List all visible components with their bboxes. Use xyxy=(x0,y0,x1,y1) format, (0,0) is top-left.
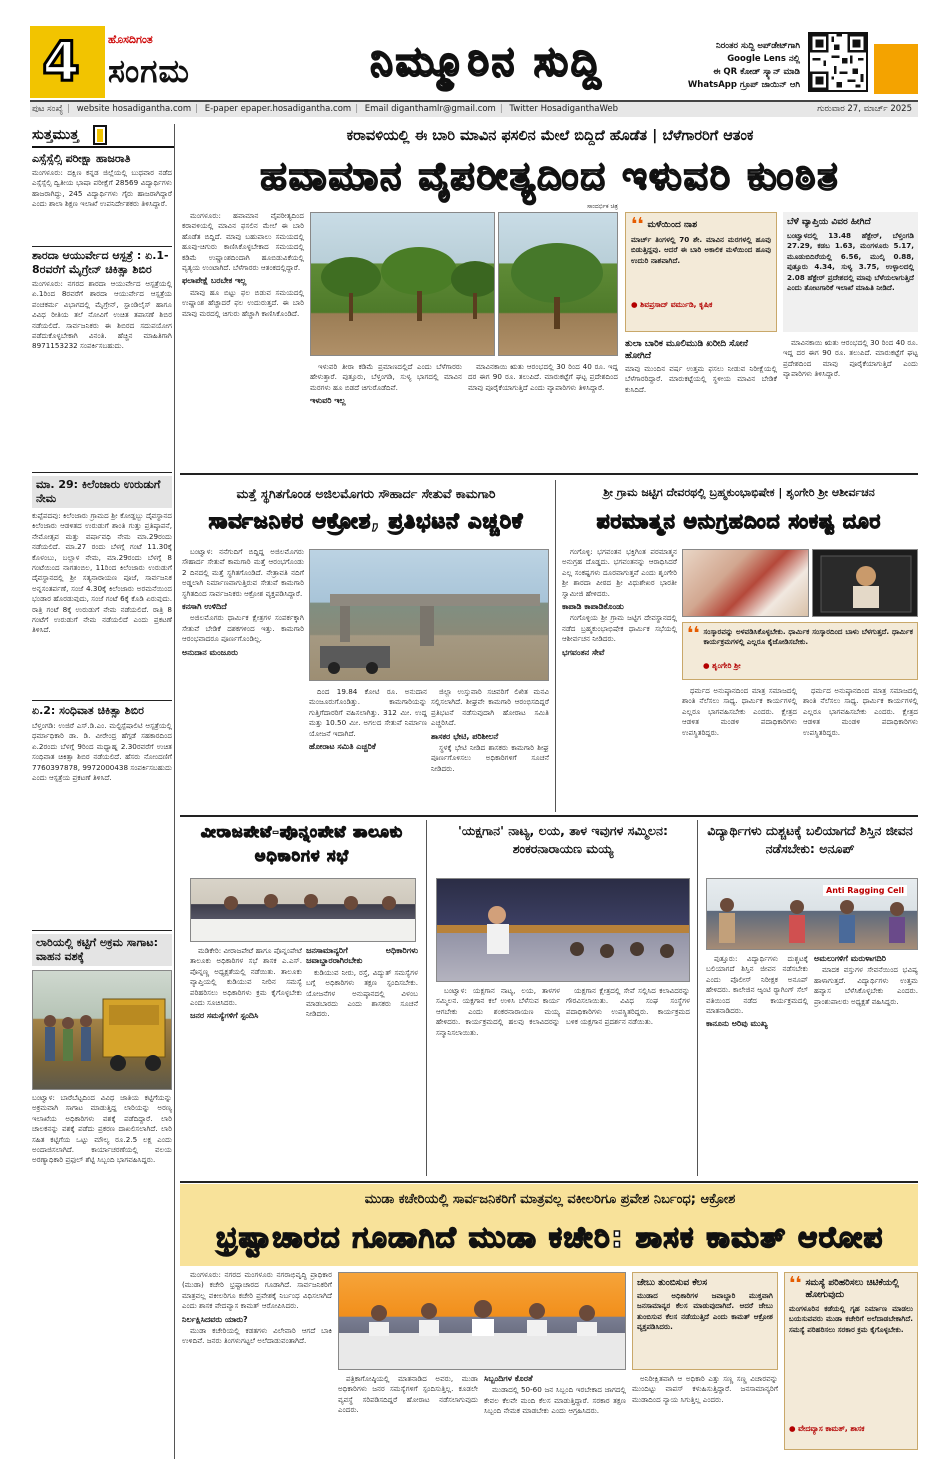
yield-box-text: ಬಂಟ್ವಾಳದಲ್ಲಿ 13.48 ಹೆಕ್ಟೇರ್, ಬೆಳ್ತಂಗಡಿ 27.29, ಕಡಬ 1.63, ಮಂಗಳೂರು 5.17, ಮೂಡುಬಿದಿರೆಯಲ್ಲಿ 6.56, ಮುಲ್ಕಿ 0.88, ಪುತ್ತೂರು 4.34, ಸುಳ್ಯ 3.75, ಉಳ್ಳಾಲದಲ್ಲಿ 2.08 ಹೆಕ್ಟೇರ್ ಪ್ರದೇಶದಲ್ಲಿ ಮಾವು ಬೆಳೆಯಲಾಗುತ್ತಿದೆ ಎಂದು ತೋಟಗಾರಿಕೆ ಇಲಾಖೆ ಮಾಹಿತಿ ನೀಡಿದೆ. xyxy=(787,231,914,293)
divider xyxy=(32,700,172,701)
quote-icon: ❛❛ xyxy=(631,214,644,235)
story-headline: ಮಾ. 29: ಕಿಲೆಂಜಾರು ಉರುಡುಗೆ ನೇಮ xyxy=(32,476,172,508)
qr-line-2: Google Lens ನಲ್ಲಿ xyxy=(727,54,800,64)
taluk-col-1 xyxy=(190,946,302,1176)
orchard-trees xyxy=(311,213,495,356)
yakshagana-col-1 xyxy=(436,986,560,1176)
press-meet-illustration xyxy=(339,1273,626,1370)
left-story-3 xyxy=(32,476,172,699)
muda-subhead-2: ಸಿಬ್ಬಂದಿಗಳ ಕೊರತೆ xyxy=(484,1374,533,1383)
column-rule xyxy=(697,820,698,1176)
issue-date: ಗುರುವಾರ 27, ಮಾರ್ಚ್ 2025 xyxy=(817,104,912,114)
qr-line-3: ಈ QR ಕೋಡ್ ಸ್ಕ್ಯಾನ್ ಮಾಡಿ xyxy=(713,67,800,77)
muda-headline: ಭ್ರಷ್ಟಾಚಾರದ ಗೂಡಾಗಿದೆ ಮುಡಾ ಕಚೇರಿ: ಶಾಸಕ ಕಾಮತ್ ಆರೋಪ xyxy=(216,1220,884,1254)
yakshagana-col-1-text: ಬಂಟ್ವಾಳ: ಯಕ್ಷಗಾನ ನಾಟ್ಯ, ಲಯ, ತಾಳಗಳ ಸಮ್ಮಿಲನ. ಯಕ್ಷಗಾನ ಕಲೆ ಉಳಿಸಿ ಬೆಳೆಸುವ ಕಾರ್ಯ ಆಗಬೇಕು ಎಂದು ಶಂಕರನಾರಾಯಣ ಮಯ್ಯ ಹೇಳಿದರು. ಕಾರ್ಯಕ್ರಮದಲ್ಲಿ ಹಲವು ಕಲಾವಿದರನ್ನು ಸನ್ಮಾನಿಸಲಾಯಿತು. xyxy=(436,986,560,1037)
bridge-illustration xyxy=(310,550,549,681)
yakshagana-col-2 xyxy=(566,986,690,1176)
website-link[interactable]: website hosadigantha.com xyxy=(76,104,192,114)
left-story-2 xyxy=(32,249,172,451)
sub-feature xyxy=(625,338,777,460)
bridge-col-3-text: ಜಿಲ್ಲಾ ಉಸ್ತುವಾರಿ ಸಚಿವರಿಗೆ ಲಿಖಿತ ಮನವಿ ಸಲ್ಲಿಸಲಾಗಿದೆ. ಶೀಘ್ರವೇ ಕಾಮಗಾರಿ ಆರಂಭಿಸದಿದ್ದರೆ ಪ್ರತಿಭಟನೆ ನಡೆಸುವುದಾಗಿ ಹೋರಾಟ ಸಮಿತಿ ಎಚ್ಚರಿಸಿದೆ. xyxy=(431,687,549,728)
muda-col-2 xyxy=(338,1374,478,1450)
anti-ragging-photo xyxy=(706,878,918,950)
muda-col-1-text: ಮಂಗಳೂರು: ನಗರದ ಮಂಗಳೂರು ನಗರಾಭಿವೃದ್ಧಿ ಪ್ರಾಧಿಕಾರ (ಮುಡಾ) ಕಚೇರಿ ಭ್ರಷ್ಟಾಚಾರದ ಗೂಡಾಗಿದೆ. ಸಾರ್ವಜನಿಕರಿಗೆ ಮಾತ್ರವಲ್ಲ ವಕೀಲರಿಗೂ ಕಚೇರಿ ಪ್ರವೇಶಕ್ಕೆ ನಿರ್ಬಂಧ ವಿಧಿಸಲಾಗಿದೆ ಎಂದು ಶಾಸಕ ವೇದವ್ಯಾಸ ಕಾಮತ್ ಆರೋಪಿಸಿದರು. xyxy=(182,1270,332,1311)
story-text: ಬಂಟ್ವಾಳ: ಬಾರೆಬೆಟ್ಟದಿಂದ ವಿವಿಧ ಜಾತಿಯ ಕಟ್ಟಿಗೆಯನ್ನು ಅಕ್ರಮವಾಗಿ ಸಾಗಾಟ ಮಾಡುತ್ತಿದ್ದ ಲಾರಿಯನ್ನು ಅರಣ್ಯ ಇಲಾಖೆಯ ಅಧಿಕಾರಿಗಳು ವಶಕ್ಕೆ ಪಡೆದಿದ್ದಾರೆ. ಲಾರಿ ಚಾಲಕನನ್ನು ವಶಕ್ಕೆ ಪಡೆದು ಪ್ರಕರಣ ದಾಖಲಿಸಲಾಗಿದೆ. ಲಾರಿ ಸಹಿತ ಕಟ್ಟಿಗೆಯ ಒಟ್ಟು ಮೌಲ್ಯ ರೂ.2.5 ಲಕ್ಷ ಎಂದು ಅಂದಾಜಿಸಲಾಗಿದೆ. ಕಾರ್ಯಾಚರಣೆಯಲ್ಲಿ ವಲಯ ಅರಣ್ಯಾಧಿಕಾರಿ ಪ್ರಫುಲ್ ಶೆಟ್ಟಿ ಸಿಬ್ಬಂದಿ ಭಾಗವಹಿಸಿದ್ದರು. xyxy=(32,1093,172,1165)
quote-icon: ❛❛ xyxy=(687,623,700,644)
temple-quote-credit: ● ಶೃಂಗೇರಿ ಶ್ರೀ xyxy=(703,661,741,670)
column-rule xyxy=(174,124,175,1459)
temple-col-2 xyxy=(682,686,797,812)
twitter-link[interactable]: Twitter HosadiganthaWeb xyxy=(509,104,619,114)
edition-label: ಪುಟ ಸಂಖ್ಯೆ xyxy=(32,104,64,114)
muda-quote-box xyxy=(784,1272,918,1450)
rain-box-title: ಮಳೆಯಿಂದ ನಾಶ xyxy=(647,220,698,230)
yakshagana-headline-box xyxy=(432,822,694,858)
muda-quote-credit-name: ವೇದವ್ಯಾಸ ಕಾಮತ್, ಶಾಸಕ xyxy=(798,1424,865,1433)
taluk-headline: ವೀರಾಜಪೇಟೆ-ಪೊನ್ನಂಪೇಟೆ ತಾಲೂಕು ಅಧಿಕಾರಿಗಳ ಸಭೆ xyxy=(200,822,404,865)
brand-title: ಸಂಗಮ xyxy=(108,52,190,90)
section-label: ಸುತ್ತಮುತ್ತ xyxy=(32,127,79,143)
temple-col-1b-text: ಗಂಗೊಳ್ಳಿಯ ಶ್ರೀ ಗ್ರಾಮ ಜಟ್ಟಿಗ ದೇವಸ್ಥಾನದಲ್ಲಿ ನಡೆದ ಬ್ರಹ್ಮಕುಂಭಾಭಿಷೇಕ ಧಾರ್ಮಿಕ ಸಭೆಯಲ್ಲಿ ಆಶೀರ್ವಚನ ನೀಡಿದರು. xyxy=(562,613,677,644)
divider xyxy=(180,473,918,475)
taluk-subhead-2: ಜನಸಾಮಾನ್ಯರಿಗೆ ಅಧಿಕಾರಿಗಳು ಜವಾಬ್ದಾರರಾಗಿರಬೇಕು xyxy=(306,946,418,966)
temple-photo-1 xyxy=(682,549,809,617)
muda-subhead-1: ನಿರ್ಲಕ್ಷಿಸಿದವರು ಯಾರು? xyxy=(182,1314,248,1324)
photo-credit: ಸಾಂದರ್ಭಿಕ ಚಿತ್ರ xyxy=(586,203,618,210)
bridge-kicker: ಮತ್ತೆ ಸ್ಥಗಿತಗೊಂಡ ಅಜಿಲಮೊಗರು ಸೌಹಾರ್ದ ಸೇತುವೆ ಕಾಮಗಾರಿ xyxy=(236,486,496,501)
column-rule xyxy=(426,820,427,1176)
bridge-headline: ಸಾರ್ವಜನಿಕರ ಆಕ್ರೋಶ, ಪ್ರತಿಭಟನೆ ಎಚ್ಚರಿಕೆ xyxy=(208,509,524,533)
muda-kicker: ಮುಡಾ ಕಚೇರಿಯಲ್ಲಿ ಸಾರ್ವಜನಿಕರಿಗೆ ಮಾತ್ರವಲ್ಲ ವಕೀಲರಿಗೂ ಪ್ರವೇಶ ನಿರ್ಬಂಧ; ಆಕ್ರೋಶ xyxy=(364,1192,736,1207)
lead-col-4 xyxy=(783,338,918,470)
story-text: ಮಂಗಳೂರು: ನಗರದ ಶಾರದಾ ಆಯುರ್ವೇದ ಆಸ್ಪತ್ರೆಯಲ್ಲಿ ಏ.1ರಿಂದ 8ರವರೆಗೆ ಶಾರದಾ ಆಯುರ್ವೇದ ಆಸ್ಪತ್ರೆಯ ಪಂಚಕರ್ಮ ವಿಭಾಗದಲ್ಲಿ ಮೈಗ್ರೇನ್, ಸ್ಪಾಂಡಿಲೈಸ್ ಹಾಗೂ ವಿವಿಧ ರೀತಿಯ ತಲೆ ನೋವಿಗೆ ಉಚಿತ ತಪಾಸಣೆ ಶಿಬಿರ ನಡೆಯಲಿದೆ. ಸಾರ್ವಜನಿಕರು ಈ ಶಿಬಿರದ ಸದುಪಯೋಗ ಪಡೆದುಕೊಳ್ಳಬೇಕಾಗಿ ವಿನಂತಿ. ಹೆಚ್ಚಿನ ಮಾಹಿತಿಗಾಗಿ 8971153232 ಸಂಪರ್ಕಿಸಬಹುದು. xyxy=(32,279,172,351)
taluk-col-2 xyxy=(306,946,418,1176)
temple-col-3 xyxy=(803,686,918,812)
temple-subhead-2: ಭಗವಂತನ ಸೇವೆ xyxy=(562,647,605,657)
door-icon xyxy=(92,125,108,145)
temple-col-2-text: ಧರ್ಮದ ಅನುಷ್ಠಾನದಿಂದ ಮಾತ್ರ ಸಮಾಜದಲ್ಲಿ ಶಾಂತಿ ನೆಲೆಸಲು ಸಾಧ್ಯ. ಧಾರ್ಮಿಕ ಕಾರ್ಯಗಳಲ್ಲಿ ಎಲ್ಲರೂ ಭಾಗವಹಿಸಬೇಕು ಎಂದರು. ಕ್ಷೇತ್ರದ ಆಡಳಿತ ಮಂಡಳಿ ಪದಾಧಿಕಾರಿಗಳು ಉಪಸ್ಥಿತರಿದ್ದರು. xyxy=(682,686,797,737)
lead-col-3-text: ಮಾವಿನಕಾಯಿ ಋತು ಆರಂಭದಲ್ಲಿ 30 ರಿಂದ 40 ರೂ. ಇದ್ದ ದರ ಈಗ 90 ರೂ. ತಲುಪಿದೆ. ಮಾರುಕಟ್ಟೆಗೆ ಘಟ್ಟ ಪ್ರದೇಶದಿಂದ ಮಾವು ಪೂರೈಕೆಯಾಗುತ್ತಿದೆ ಎಂದು ವ್ಯಾಪಾರಿಗಳು ತಿಳಿಸಿದ್ದಾರೆ. xyxy=(468,362,618,392)
temple-col-1 xyxy=(562,547,677,811)
section-label-box xyxy=(32,124,174,148)
yakshagana-headline: 'ಯಕ್ಷಗಾನ' ನಾಟ್ಯ, ಲಯ, ತಾಳ ಇವುಗಳ ಸಮ್ಮಿಲನ: ಶಂಕರನಾರಾಯಣ ಮಯ್ಯ xyxy=(458,823,668,856)
lead-col-3 xyxy=(468,362,618,470)
story-headline: ಲಾರಿಯಲ್ಲಿ ಕಟ್ಟಿಗೆ ಅಕ್ರಮ ಸಾಗಾಟ: ವಾಹನ ವಶಕ್ಕೆ xyxy=(32,934,172,966)
left-story-1 xyxy=(32,152,172,236)
muda-col-3-text: ಮುಡಾದಲ್ಲಿ 50-60 ಜನ ಸಿಬ್ಬಂದಿ ಇರಬೇಕಾದ ಜಾಗದಲ್ಲಿ ಕೇವಲ ಕೆಲವೇ ಮಂದಿ ಕೆಲಸ ಮಾಡುತ್ತಿದ್ದಾರೆ. ಸರಕಾರ ತಕ್ಷಣ ಸಿಬ್ಬಂದಿ ನೇಮಕ ಮಾಡಬೇಕು ಎಂದು ಆಗ್ರಹಿಸಿದರು. xyxy=(484,1385,626,1416)
divider xyxy=(180,1181,918,1183)
muda-box-text: ಮುಡಾದ ಅಧಿಕಾರಿಗಳ ಜವಾಬ್ದಾರಿ ಮುಕ್ತವಾಗಿ ಜನಸಾಮಾನ್ಯರ ಕೆಲಸ ಮಾಡುವುದಾಗಿದೆ. ಆದರೆ ಜೇಬು ತುಂಬಿಸುವ ಕೆಲಸ ನಡೆಯುತ್ತಿದೆ ಎಂದು ಕಾಮತ್ ಆಕ್ರೋಶ ವ್ಯಕ್ತಪಡಿಸಿದರು. xyxy=(637,1291,773,1332)
divider xyxy=(32,472,172,473)
page-number: 4 xyxy=(42,30,80,93)
qr-instructions xyxy=(650,40,800,92)
lead-col-4-text: ಮಾವಿನಕಾಯಿ ಋತು ಆರಂಭದಲ್ಲಿ 30 ರಿಂದ 40 ರೂ. ಇದ್ದ ದರ ಈಗ 90 ರೂ. ತಲುಪಿದೆ. ಮಾರುಕಟ್ಟೆಗೆ ಘಟ್ಟ ಪ್ರದೇಶದಿಂದ ಮಾವು ಪೂರೈಕೆಯಾಗುತ್ತಿದೆ ಎಂದು ವ್ಯಾಪಾರಿಗಳು ತಿಳಿಸಿದ್ದಾರೆ. xyxy=(783,338,918,379)
students-col-1 xyxy=(706,954,808,1176)
story-text: ಕುಪ್ಪೆಪದವು: ಕಿಲೆಂಜಾರು ಗ್ರಾಮದ ಶ್ರೀ ಕೋಡ್ದಬ್ಬು ದೈವಸ್ಥಾನದ ಕಿಲೆಂಜಾರು ಆಡಳಿತದ ಉರುಡುಗೆ ಶಾಂತಿ ಗುತ್ತು ಪ್ರತಿಷ್ಠಾಪನೆ, ನೇಮೋತ್ಸವ ಮತ್ತು ವರ್ಷಾವಧಿ ನೇಮ ಮಾ.29ರಂದು ನಡೆಯಲಿದೆ. ಮಾ.27 ರಂದು ಬೆಳಗ್ಗೆ ಗಂಟೆ 11.30ಕ್ಕೆ ಕೊಳಂಬು, ಬಲ್ಲಾಳ ನೇಮ, ಮಾ.29ರಂದು ಬೆಳಗ್ಗೆ 8 ಗಂಟೆಯಿಂದ ನಾಗತಂಬಿಲ, 11ರಿಂದ ಕಿಲೆಂಜಾರು ಉರುಡುಗೆ ದೈವಸ್ಥಾನದಲ್ಲಿ ಶ್ರೀ ಸತ್ಯನಾರಾಯಣ ಪೂಜೆ, ಸಾರ್ವಜನಿಕ ಅನ್ನಸಂತರ್ಪಣೆ, ಸಂಜೆ 4.30ಕ್ಕೆ ಕಿಲೆಂಜಾರು ಅರಮನೆಯಿಂದ ಭಂಡಾರ ಹೊರಡುವುದು, ಸಂಜೆ ಗಂಟೆ 6ಕ್ಕೆ ಕೊಡಿ ಏರುವುದು. ರಾತ್ರಿ ಗಂಟೆ 8ಕ್ಕೆ ಉರುಡುಗೆ ನೇಮ ನಡೆಯಲಿದೆ. ರಾತ್ರಿ 8 ಗಂಟೆಗೆ ಉರುಡುಗೆ ನೇಮ ನಡೆಯಲಿದೆ ಎಂದು ಪ್ರಕಟಣೆ ತಿಳಿಸಿದೆ. xyxy=(32,511,172,635)
qr-code-icon[interactable] xyxy=(808,32,868,92)
temple-subhead-1: ಕಾಪಾಡಿ ಕಾಪಾಡಿಕೊಂಡು xyxy=(562,602,624,612)
stage-illustration xyxy=(437,879,690,982)
temple-photo-2 xyxy=(812,549,918,617)
temple-col-3-text: ಧರ್ಮದ ಅನುಷ್ಠಾನದಿಂದ ಮಾತ್ರ ಸಮಾಜದಲ್ಲಿ ಶಾಂತಿ ನೆಲೆಸಲು ಸಾಧ್ಯ. ಧಾರ್ಮಿಕ ಕಾರ್ಯಗಳಲ್ಲಿ ಎಲ್ಲರೂ ಭಾಗವಹಿಸಬೇಕು ಎಂದರು. ಕ್ಷೇತ್ರದ ಆಡಳಿತ ಮಂಡಳಿ ಪದಾಧಿಕಾರಿಗಳು ಉಪಸ್ಥಿತರಿದ್ದರು. xyxy=(803,686,918,737)
bridge-subhead-1: ಕನಸಾಗಿ ಉಳಿದಿದೆ xyxy=(182,602,227,612)
students-subhead-2: ಅಮಲುಗಳಿಗೆ ಮರುಳಾಗದಿರಿ xyxy=(814,954,887,963)
muda-quote-text: ಮಂಗಳೂರಿನ ಕಡೆಯಲ್ಲಿ ಗೃಹ ನಿರ್ಮಾಣ ಮಾಡಲು ಬಯಸುವವರು ಮುಡಾ ಕಚೇರಿಗೆ ಅಲೆದಾಡಬೇಕಾಗಿದೆ. ಸಮಸ್ಯೆ ಪರಿಹರಿಸಲು ಸರಕಾರ ಕ್ರಮ ಕೈಗೊಳ್ಳಬೇಕು. xyxy=(789,1304,913,1334)
column-rule xyxy=(555,480,556,812)
masthead-orange-block xyxy=(874,44,918,94)
taluk-subhead-1: ಜನರ ಸಮಸ್ಯೆಗಳಿಗೆ ಸ್ಪಂದಿಸಿ xyxy=(190,1011,259,1021)
muda-quote-credit: ● ವೇದವ್ಯಾಸ ಕಾಮತ್, ಶಾಸಕ xyxy=(789,1424,865,1433)
meeting-illustration xyxy=(191,879,416,942)
sub-feature-title: ತುಲಾ ಬಾರಿಕ ಮೂಲಿಮುಡಿ ಖರೀದಿ ಸೋನೆ ಹೋಗಿದೆ xyxy=(625,339,748,361)
truck-illustration xyxy=(33,971,172,1090)
muda-col-3 xyxy=(484,1374,626,1450)
left-story-5 xyxy=(32,934,172,1403)
students-col-2-text: ಮಾದಕ ವಸ್ತುಗಳ ಸೇವನೆಯಿಂದ ಭವಿಷ್ಯ ಹಾಳಾಗುತ್ತದೆ. ವಿದ್ಯಾರ್ಥಿಗಳು ಉತ್ತಮ ಹವ್ಯಾಸ ಬೆಳೆಸಿಕೊಳ್ಳಬೇಕು ಎಂದರು. ಪ್ರಾಂಶುಪಾಲರು ಅಧ್ಯಕ್ಷತೆ ವಹಿಸಿದ್ದರು. xyxy=(814,965,918,1006)
divider xyxy=(180,815,918,817)
muda-col-4-text: ಅನಿರೀಕ್ಷಿತವಾಗಿ ಆ ಅಧಿಕಾರಿ ಎತ್ತು ಸಣ್ಣ ಸಣ್ಣ ವಿಚಾರವನ್ನು ಮುಂದಿಟ್ಟು ವಾಪಸ್ ಕಳುಹಿಸುತ್ತಿದ್ದಾರೆ. ಜನಸಾಮಾನ್ಯರಿಗೆ ಮುಡಾದಿಂದ ನ್ಯಾಯ ಸಿಗುತ್ತಿಲ್ಲ ಎಂದರು. xyxy=(632,1374,778,1404)
anti-ragging-banner: Anti Ragging Cell xyxy=(823,885,907,896)
muda-col-4 xyxy=(632,1374,778,1450)
yakshagana-stage-photo xyxy=(436,878,690,982)
muda-box-title: ಜೇಬು ತುಂಬಿಸುವ ಕೆಲಸ xyxy=(637,1278,708,1288)
students-col-2 xyxy=(814,954,918,1176)
mango-orchard-photo-1 xyxy=(310,212,495,356)
bridge-subhead-3: ಹೋರಾಟ ಸಮಿತಿ ಎಚ್ಚರಿಕೆ xyxy=(309,742,376,752)
lead-col-2-text: ಇಳುವರಿ ತೀರಾ ಕಡಿಮೆ ಪ್ರಮಾಣದಲ್ಲಿದೆ ಎಂದು ಬೆಳೆಗಾರರು ಹೇಳುತ್ತಾರೆ. ಪುತ್ತೂರು, ಬೆಳ್ತಂಗಡಿ, ಸುಳ್ಯ ಭಾಗದಲ್ಲಿ ಮಾವಿನ ಮರಗಳು ಹೂ ಬಿಡದೆ ಚಿಗುರೊಡೆದಿವೆ. xyxy=(310,362,462,392)
lead-col-1b-text: ಮಾವು ಹೂ ಬಿಟ್ಟು ಫಲ ಬಿಡುವ ಸಮಯದಲ್ಲಿ ಉಷ್ಣಾಂಶ ಹೆಚ್ಚಾದರೆ ಫಲ ಉದುರುತ್ತದೆ. ಈ ಬಾರಿ ಮಾವು ಮರದಲ್ಲಿ ಚಿಗುರು ಹೆಚ್ಚಾಗಿ ಕಾಣಿಸಿಕೊಂಡಿದೆ. xyxy=(182,287,304,318)
muda-press-photo xyxy=(338,1272,626,1370)
bridge-col-2 xyxy=(309,687,427,811)
qr-line-4: WhatsApp ಗ್ರೂಪ್ ಜಾಯಿನ್ ಆಗಿ xyxy=(687,80,800,90)
bridge-col-3 xyxy=(431,687,549,811)
bridge-col-1b-text: ಅಜಿಲಮೊಗರು ಧಾರ್ಮಿಕ ಕ್ಷೇತ್ರಗಳ ಸಂಪರ್ಕಕ್ಕಾಗಿ ಸೇತುವೆ ಬೇಡಿಕೆ ದಶಕಗಳಿಂದ ಇತ್ತು. ಕಾಮಗಾರಿ ಆರಂಭವಾದರೂ ಪೂರ್ಣಗೊಂಡಿಲ್ಲ. xyxy=(182,613,304,644)
temple-quote-credit-name: ಶೃಂಗೇರಿ ಶ್ರೀ xyxy=(712,661,741,670)
temple-headline: ಪರಮಾತ್ಮನ ಅನುಗ್ರಹದಿಂದ ಸಂಕಷ್ಟ ದೂರ xyxy=(596,509,882,533)
lead-col-1-text: ಮಂಗಳೂರು: ಹವಾಮಾನ ವೈಪರೀತ್ಯದಿಂದ ಕರಾವಳಿಯಲ್ಲಿ ಮಾವಿನ ಫಸಲಿನ ಮೇಲೆ ಈ ಬಾರಿ ಹೊಡೆತ ಬಿದ್ದಿದೆ. ಮಾವು ಬಹುಪಾಲು ಸಮಯದಲ್ಲಿ ಹೂವು-ಚಿಗುರು ಕಾಣಿಸಿಕೊಳ್ಳಬೇಕಾದ ಸಮಯದಲ್ಲಿ ಕಡಿಮೆ ಉಷ್ಣಾಂಶದಿಂದಾಗಿ ಹೂಬಿಡುವಿಕೆಯಲ್ಲಿ ವ್ಯತ್ಯಯ ಉಂಟಾಗಿದೆ. ಬೆಳೆಗಾರರು ಆತಂಕದಲ್ಲಿದ್ದಾರೆ. xyxy=(182,211,304,273)
truck-photo xyxy=(32,970,172,1090)
bridge-col-3b-text: ಸ್ಥಳಕ್ಕೆ ಭೇಟಿ ನೀಡಿದ ಶಾಸಕರು ಕಾಮಗಾರಿ ಶೀಘ್ರ ಪೂರ್ಣಗೊಳಿಸಲು ಅಧಿಕಾರಿಗಳಿಗೆ ಸೂಚನೆ ನೀಡಿದರು. xyxy=(431,743,549,773)
rain-box-credit-name: ಶಿವಪ್ರಸಾದ್ ವರ್ಮುಡಿ, ಕೃಷಿಕ xyxy=(640,300,713,309)
swami-illustration xyxy=(813,550,918,617)
lead-col-1 xyxy=(182,211,304,469)
muda-col-2-text: ಪತ್ರಿಕಾಗೋಷ್ಠಿಯಲ್ಲಿ ಮಾತನಾಡಿದ ಅವರು, ಮುಡಾ ಅಧಿಕಾರಿಗಳು ಜನರ ಸಮಸ್ಯೆಗಳಿಗೆ ಸ್ಪಂದಿಸುತ್ತಿಲ್ಲ. ಕೂಡಲೇ ವ್ಯವಸ್ಥೆ ಸರಿಪಡಿಸದಿದ್ದರೆ ಹೋರಾಟ ನಡೆಸಲಾಗುವುದು ಎಂದರು. xyxy=(338,1374,478,1415)
students-subhead-1: ಕಾನೂನು ಅರಿವು ಮುಖ್ಯ xyxy=(706,1019,768,1029)
yield-box-title: ಬೆಳೆ ವ್ಯಾಪ್ತಿಯ ವಿವರ ಹೀಗಿದೆ xyxy=(787,217,871,227)
lead-kicker: ಕರಾವಳಿಯಲ್ಲಿ ಈ ಬಾರಿ ಮಾವಿನ ಫಸಲಿನ ಮೇಲೆ ಬಿದ್ದಿದೆ ಹೊಡೆತ | ಬೆಳೆಗಾರರಿಗೆ ಆತಂಕ xyxy=(346,128,754,144)
yakshagana-col-2-text: ಯಕ್ಷಗಾನ ಕ್ಷೇತ್ರದಲ್ಲಿ ಸೇವೆ ಸಲ್ಲಿಸಿದ ಕಲಾವಿದರನ್ನು ಗೌರವಿಸಲಾಯಿತು. ವಿವಿಧ ಸಂಘ ಸಂಸ್ಥೆಗಳ ಪದಾಧಿಕಾರಿಗಳು ಉಪಸ್ಥಿತರಿದ್ದರು. ಕಾರ್ಯಕ್ರಮದ ಬಳಿಕ ಯಕ್ಷಗಾನ ಪ್ರದರ್ಶನ ನಡೆಯಿತು. xyxy=(566,986,690,1027)
bridge-subhead-2: ಅನುದಾನ ಮಂಜೂರು xyxy=(182,647,238,657)
bridge-col-2-text: ದಿಂದ 19.84 ಕೋಟಿ ರೂ. ಅನುದಾನ ಮಂಜೂರುಗೊಂಡಿತ್ತು. ಕಾಮಗಾರಿಯನ್ನು ಗುತ್ತಿಗೆದಾರರಿಗೆ ವಹಿಸಲಾಗಿತ್ತು. 312 ಮೀ. ಉದ್ದ ಮತ್ತು 10.50 ಮೀ. ಅಗಲದ ಸೇತುವೆ ನಿರ್ಮಾಣ ಯೋಜನೆ ಇದಾಗಿದೆ. xyxy=(309,687,427,738)
taluk-headline-box xyxy=(182,820,422,868)
lead-subhead-2: ಇಳುವರಿ ಇಲ್ಲ xyxy=(310,396,346,406)
story-text: ಬೆಳ್ತಂಗಡಿ: ಉಜಿರೆ ಎಸ್.ಡಿ.ಎಂ. ಮಲ್ಟಿಸ್ಪೆಷಾಲಿಟಿ ಆಸ್ಪತ್ರೆಯಲ್ಲಿ ಧರ್ಮಾಧಿಕಾರಿ ಡಾ. ಡಿ. ವೀರೇಂದ್ರ ಹೆಗ್ಗಡೆ ಸಹಕಾರದಿಂದ ಏ.2ರಂದು ಬೆಳಗ್ಗೆ 9ರಿಂದ ಮಧ್ಯಾಹ್ನ 2.30ರವರೆಗೆ ಉಚಿತ ಸಂಧಿವಾತ ಚಿಕಿತ್ಸಾ ಶಿಬಿರ ನಡೆಯಲಿದೆ. ಹೆಸರು ನೋಂದಣಿಗೆ 7760397878, 9972000438 ಸಂಪರ್ಕಿಸಬಹುದು ಎಂದು ಆಸ್ಪತ್ರೆಯ ಪ್ರಕಟಣೆ ತಿಳಿಸಿದೆ. xyxy=(32,721,172,783)
temple-quote-text: ಸಂಸ್ಕಾರವನ್ನು ಅಳವಡಿಸಿಕೊಳ್ಳಬೇಕು. ಧಾರ್ಮಿಕ ಸಂಸ್ಕಾರದಿಂದ ಬಾಳು ಬೆಳಗುತ್ತದೆ. ಧಾರ್ಮಿಕ ಕಾರ್ಯಕ್ರಮಗಳಲ್ಲಿ ಎಲ್ಲರೂ ಕೈಜೋಡಿಸಬೇಕು. xyxy=(703,627,913,647)
left-story-4 xyxy=(32,704,172,917)
bridge-subhead-4: ಶಾಸಕರ ಭೇಟಿ, ಪರಿಶೀಲನೆ xyxy=(431,731,499,741)
bridge-col-1-text: ಬಂಟ್ವಾಳ: ನನೆಗುದಿಗೆ ಬಿದ್ದಿದ್ದ ಅಜಿಲಮೊಗರು ಸೌಹಾರ್ದ ಸೇತುವೆ ಕಾಮಗಾರಿ ಮತ್ತೆ ಆರಂಭಗೊಂಡು 2 ದಿನದಲ್ಲಿ ಮತ್ತೆ ಸ್ಥಗಿತಗೊಂಡಿದೆ. ನೇತ್ರಾವತಿ ನದಿಗೆ ಅಡ್ಡಲಾಗಿ ನಿರ್ಮಾಣವಾಗುತ್ತಿರುವ ಸೇತುವೆ ಕಾಮಗಾರಿ ಸ್ಥಗಿತದಿಂದ ಸಾರ್ವಜನಿಕರು ಆಕ್ರೋಶ ವ್ಯಕ್ತಪಡಿಸಿದ್ದಾರೆ. xyxy=(182,547,304,598)
rain-box-text: ಮಾರ್ಚ್ ತಿಂಗಳಲ್ಲಿ 70 ಶೇ. ಮಾವಿನ ಮರಗಳಲ್ಲಿ ಹೂವು ಬಿಡುತ್ತಿದ್ದವು. ಆದರೆ ಈ ಬಾರಿ ಅಕಾಲಿಕ ಮಳೆಯಿಂದ ಹೂವು ಉದುರಿ ನಾಶವಾಗಿದೆ. xyxy=(631,235,771,265)
divider xyxy=(32,930,172,931)
students-headline: ವಿದ್ಯಾರ್ಥಿಗಳು ದುಶ್ಚಟಕ್ಕೆ ಬಲಿಯಾಗದೆ ಶಿಸ್ತಿನ ಜೀವನ ನಡೆಸಬೇಕು: ಅನೂಪ್ xyxy=(707,823,913,856)
story-headline: ಶಾರದಾ ಆಯುರ್ವೇದ ಆಸ್ಪತ್ರೆ : ಏ.1-8ರವರೆಗೆ ಮೈಗ್ರೇನ್ ಚಿಕಿತ್ಸಾ ಶಿಬಿರ xyxy=(32,249,169,276)
story-headline: ಏ.2: ಸಂಧಿವಾತ ಚಿಕಿತ್ಸಾ ಶಿಬಿರ xyxy=(32,704,144,717)
taluk-col-1-text: ಮಡಿಕೇರಿ: ವೀರಾಜಪೇಟೆ ಹಾಗೂ ಪೊನ್ನಂಪೇಟೆ ತಾಲೂಕು ಅಧಿಕಾರಿಗಳ ಸಭೆ ಶಾಸಕ ಎ.ಎಸ್. ಪೊನ್ನಣ್ಣ ಅಧ್ಯಕ್ಷತೆಯಲ್ಲಿ ನಡೆಯಿತು. ತಾಲೂಕು ವ್ಯಾಪ್ತಿಯಲ್ಲಿ ಕುಡಿಯುವ ನೀರಿನ ಸಮಸ್ಯೆ ಪರಿಹರಿಸಲು ಅಧಿಕಾರಿಗಳು ಕ್ರಮ ಕೈಗೊಳ್ಳಬೇಕು ಎಂದು ಸೂಚಿಸಿದರು. xyxy=(190,946,302,1008)
bridge-photo xyxy=(309,549,549,681)
taluk-meeting-photo xyxy=(190,878,416,942)
rain-box-credit: ● ಶಿವಪ್ರಸಾದ್ ವರ್ಮುಡಿ, ಕೃಷಿಕ xyxy=(631,300,713,309)
divider xyxy=(32,246,172,247)
muda-col-1 xyxy=(182,1270,332,1450)
qr-line-1: ನಿರಂತರ ಸುದ್ದಿ ಅಪ್‌ಡೇಟ್‌ಗಾಗಿ xyxy=(716,41,800,51)
quote-icon: ❛❛ xyxy=(789,1273,802,1294)
muda-box xyxy=(632,1272,778,1370)
taluk-col-2-text: ಕುಡಿಯುವ ನೀರು, ರಸ್ತೆ, ವಿದ್ಯುತ್ ಸಮಸ್ಯೆಗಳ ಬಗ್ಗೆ ಅಧಿಕಾರಿಗಳು ತಕ್ಷಣ ಸ್ಪಂದಿಸಬೇಕು. ಯೋಜನೆಗಳ ಅನುಷ್ಠಾನದಲ್ಲಿ ವಿಳಂಬ ಮಾಡಬಾರದು ಎಂದು ಶಾಸಕರು ಸೂಚನೆ ನೀಡಿದರು. xyxy=(306,967,418,1019)
rain-box xyxy=(625,212,777,332)
temple-kicker: ಶ್ರೀ ಗ್ರಾಮ ಜಟ್ಟಿಗ ದೇವರಥಲ್ಲಿ ಬ್ರಹ್ಮಕುಂಭಾಭಿಷೇಕ | ಶೃಂಗೇರಿ ಶ್ರೀ ಆಶೀರ್ವಚನ xyxy=(603,486,875,499)
section-title: ನಿಮ್ಮೂರಿನ ಸುದ್ದಿ xyxy=(370,39,604,85)
story-headline: ಎಸ್ಸೆಸ್ಸೆಲ್ಸಿ ಪರೀಕ್ಷಾ ಹಾಜರಾತಿ xyxy=(32,152,131,165)
temple-quote-box xyxy=(682,622,918,680)
students-headline-box xyxy=(702,822,918,858)
sub-feature-text: ಮಾವು ಮುಂದಿನ ವರ್ಷ ಉತ್ತಮ ಫಸಲು ನೀಡುವ ನಿರೀಕ್ಷೆಯಲ್ಲಿ ಬೆಳೆಗಾರರಿದ್ದಾರೆ. ಮಾರುಕಟ್ಟೆಯಲ್ಲಿ ಸ್ಥಳೀಯ ಮಾವಿನ ಬೇಡಿಕೆ ಕುಸಿದಿದೆ. xyxy=(625,364,777,394)
temple-col-1-text: ಗಂಗೊಳ್ಳಿ: ಭಗವಂತನ ಭಕ್ತಿಗಿಂತ ಪರಮಾತ್ಮನ ಅನುಗ್ರಹ ದೊಡ್ಡದು. ಭಗವಂತನನ್ನು ಆರಾಧಿಸಿದರೆ ಎಲ್ಲ ಸಂಕಷ್ಟಗಳು ದೂರವಾಗುತ್ತವೆ ಎಂದು ಶೃಂಗೇರಿ ಶ್ರೀ ಶಾರದಾ ಪೀಠದ ಶ್ರೀ ವಿಧುಶೇಖರ ಭಾರತೀ ಸ್ವಾಮೀಜಿ ಹೇಳಿದರು. xyxy=(562,547,677,598)
lead-headline: ಹವಾಮಾನ ವೈಪರೀತ್ಯದಿಂದ ಇಳುವರಿ ಕುಂಠಿತ xyxy=(260,154,840,198)
story-text: ಮಂಗಳೂರು: ದಕ್ಷಿಣ ಕನ್ನಡ ಜಿಲ್ಲೆಯಲ್ಲಿ ಬುಧವಾರ ನಡೆದ ಎಸ್ಸೆಸ್ಸೆಲ್ಸಿ ದ್ವಿತೀಯ ಭಾಷಾ ಪರೀಕ್ಷೆಗೆ 28569 ವಿದ್ಯಾರ್ಥಿಗಳು ಹಾಜರಾಗಿದ್ದು, 245 ವಿದ್ಯಾರ್ಥಿಗಳು ಗೈರು ಹಾಜರಾಗಿದ್ದಾರೆ ಎಂದು ಶಾಲಾ ಶಿಕ್ಷಣ ಇಲಾಖೆ ಉಪನಿರ್ದೇಶಕರು ತಿಳಿಸಿದ್ದಾರೆ. xyxy=(32,168,172,209)
info-bar: ಪುಟ ಸಂಖ್ಯೆ | website hosadigantha.com | E-paper epaper.hosadigantha.com | Email diganthamlr@gmail.com | Twitter HosadiganthaWeb ಗುರುವಾರ 27, ಮಾರ್ಚ್ 2025 xyxy=(30,100,918,117)
students-col-1-text: ಪುತ್ತೂರು: ವಿದ್ಯಾರ್ಥಿಗಳು ದುಶ್ಚಟಕ್ಕೆ ಬಲಿಯಾಗದೆ ಶಿಸ್ತಿನ ಜೀವನ ನಡೆಸಬೇಕು ಎಂದು ಪೊಲೀಸ್ ನಿರೀಕ್ಷಕ ಅನೂಪ್ ಹೇಳಿದರು. ಕಾಲೇಜಿನ ಆ್ಯಂಟಿ ರ‍್ಯಾಗಿಂಗ್ ಸೆಲ್ ವತಿಯಿಂದ ನಡೆದ ಕಾರ್ಯಕ್ರಮದಲ್ಲಿ ಮಾತನಾಡಿದರು. xyxy=(706,954,808,1016)
muda-col-1b-text: ಮುಡಾ ಕಚೇರಿಯಲ್ಲಿ ಕಡತಗಳು ವಿಲೇವಾರಿ ಆಗದೆ ಬಾಕಿ ಉಳಿದಿವೆ. ಜನರು ತಿಂಗಳುಗಟ್ಟಲೆ ಅಲೆದಾಡುವಂತಾಗಿದೆ. xyxy=(182,1326,332,1346)
muda-quote-title: ಸಮಸ್ಯೆ ಪರಿಹರಿಸಲು ಚಿಟಿಕೆಯಲ್ಲಿ ಹೋಗುವುದು xyxy=(805,1278,899,1300)
mango-orchard-photo-2 xyxy=(498,212,618,356)
brand-small: ಹೊಸದಿಗಂತ xyxy=(108,33,153,46)
lead-col-2 xyxy=(310,362,462,470)
epaper-link[interactable]: E-paper epaper.hosadigantha.com xyxy=(204,104,352,114)
email-link[interactable]: Email diganthamlr@gmail.com xyxy=(364,104,496,114)
yield-box xyxy=(783,212,918,332)
lead-subhead-1: ಫಲಾಪೇಕ್ಷೆ ಬರಬೇಕ ಇಲ್ಲ xyxy=(182,276,247,286)
orchard-trees xyxy=(499,213,618,356)
bridge-col-1 xyxy=(182,547,304,811)
